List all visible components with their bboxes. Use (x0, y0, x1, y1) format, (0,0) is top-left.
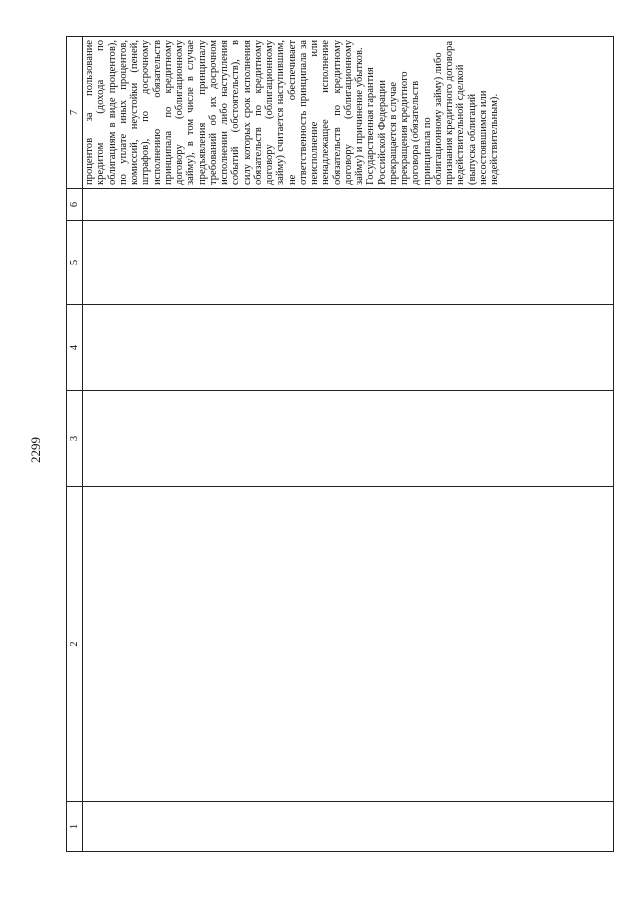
column-header-7: 7 (67, 37, 83, 189)
cell-col-4 (83, 305, 614, 391)
column-header-5: 5 (67, 221, 83, 305)
cell-col-7 (83, 37, 614, 189)
column-header-4: 4 (67, 305, 83, 391)
cell-col-5 (83, 221, 614, 305)
column-header-1: 1 (67, 802, 83, 852)
paragraph-termination: Государственная гарантия Российской Федерации прекращается в случае прекращения кредитного договора (обязательств принципала по облигационному займу) либо признания кредитного договора недействительной сделкой (выпуска облигаций несостоявшимся или недействительным). (365, 40, 500, 185)
cell-col-2 (83, 487, 614, 802)
cell-col-6 (83, 189, 614, 221)
column-7-text (83, 37, 500, 188)
guarantee-table (66, 36, 614, 852)
paragraph-obligations: процентов за пользование кредитом (дохода по облигациям в виде процентов), по уплате иных процентов, комиссий, неустойки (пеней, штрафов), по досрочному исполнению обязательств принципала по кредитному договору (облигационному займу), в том числе в случае предъявления принципалу требований об их досрочном исполнении либо наступления событий (обстоятельств), в силу которых срок исполнения обязательств по кредитному договору (облигационному займу) считается наступившим, не обеспечивает ответственность принципала за неисполнение или ненадлежащее исполнение обязательств по кредитному договору (облигационному займу) и причинение убытков. (84, 40, 365, 185)
column-header-6: 6 (67, 189, 83, 221)
page-number: 2299 (28, 437, 43, 463)
cell-col-1 (83, 802, 614, 852)
rotated-table-page (66, 37, 611, 852)
cell-col-3 (83, 391, 614, 487)
column-header-2: 2 (67, 487, 83, 802)
header-row (67, 37, 83, 852)
table-row (83, 37, 614, 852)
column-header-3: 3 (67, 391, 83, 487)
